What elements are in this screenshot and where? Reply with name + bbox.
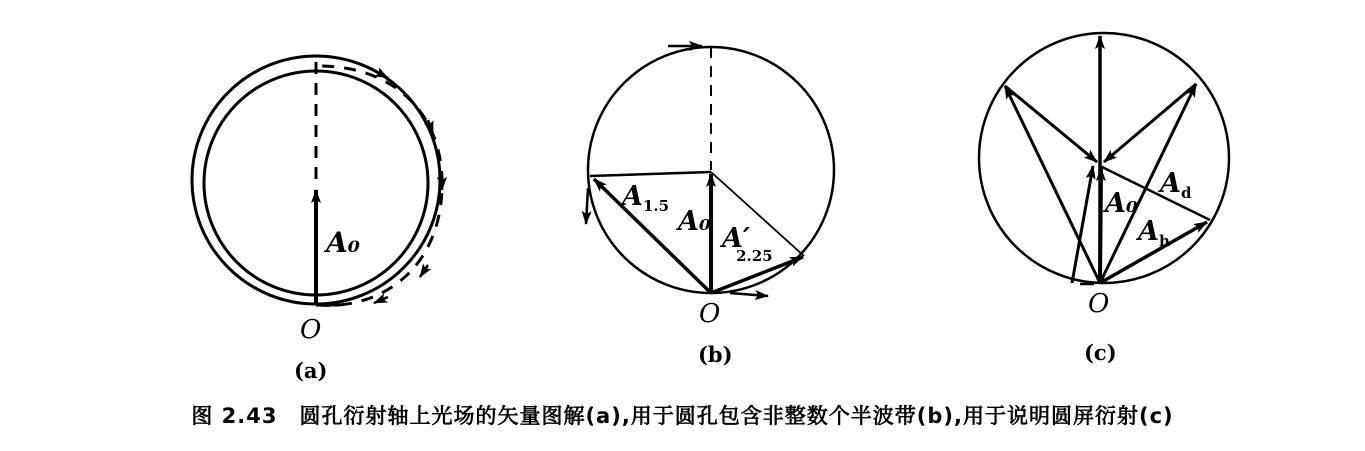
panel-label-a: (a): [294, 358, 328, 383]
label-a15: [619, 181, 669, 215]
vector-a0: [1100, 168, 1101, 283]
label-a0: A₀: [1105, 188, 1138, 219]
label-ah-sub: h: [1158, 232, 1170, 250]
label-ad-main: A: [1160, 168, 1181, 199]
circle: [979, 33, 1229, 283]
vector-label-a0: A₀: [326, 226, 360, 259]
label-a225-main: A′: [722, 223, 751, 254]
tangent-bottom: [730, 293, 768, 296]
label-a15-sub: 1.5: [642, 197, 670, 215]
panel-b: [586, 46, 834, 367]
chord-upper-left: [1005, 86, 1097, 162]
label-ad: [1157, 168, 1192, 202]
label-a225-sub: 2.25: [736, 247, 773, 265]
spiral-tick-1: [375, 71, 388, 78]
figure-caption: 图 2.43 圆孔衍射轴上光场的矢量图解(a),用于圆孔包含非整数个半波带(b),用于说明圆屏衍射(c): [191, 404, 1174, 428]
label-a225: [719, 223, 773, 265]
origin-label: O: [300, 315, 322, 345]
panel-label-b: (b): [698, 342, 733, 367]
vector-to-upper-left: [1005, 86, 1100, 283]
origin-label: O: [1088, 289, 1110, 319]
origin-label: O: [699, 299, 721, 329]
label-ad-sub: d: [1180, 184, 1192, 202]
label-ah-main: A: [1138, 216, 1159, 247]
spiral-tick-5: [374, 297, 388, 303]
label-a15-main: A: [622, 181, 643, 212]
label-ah: [1135, 216, 1170, 250]
vector-left-short: [1072, 166, 1093, 283]
spiral-tick-4: [420, 265, 428, 277]
dashed-spiral: [318, 66, 442, 305]
panel-label-c: (c): [1084, 340, 1117, 365]
panel-a: [192, 56, 442, 383]
chord-upper-right: [1104, 84, 1196, 162]
panel-c: [979, 33, 1229, 365]
label-a0: A₀: [678, 206, 711, 237]
tangent-left: [586, 188, 588, 224]
chord-left: [590, 172, 711, 176]
